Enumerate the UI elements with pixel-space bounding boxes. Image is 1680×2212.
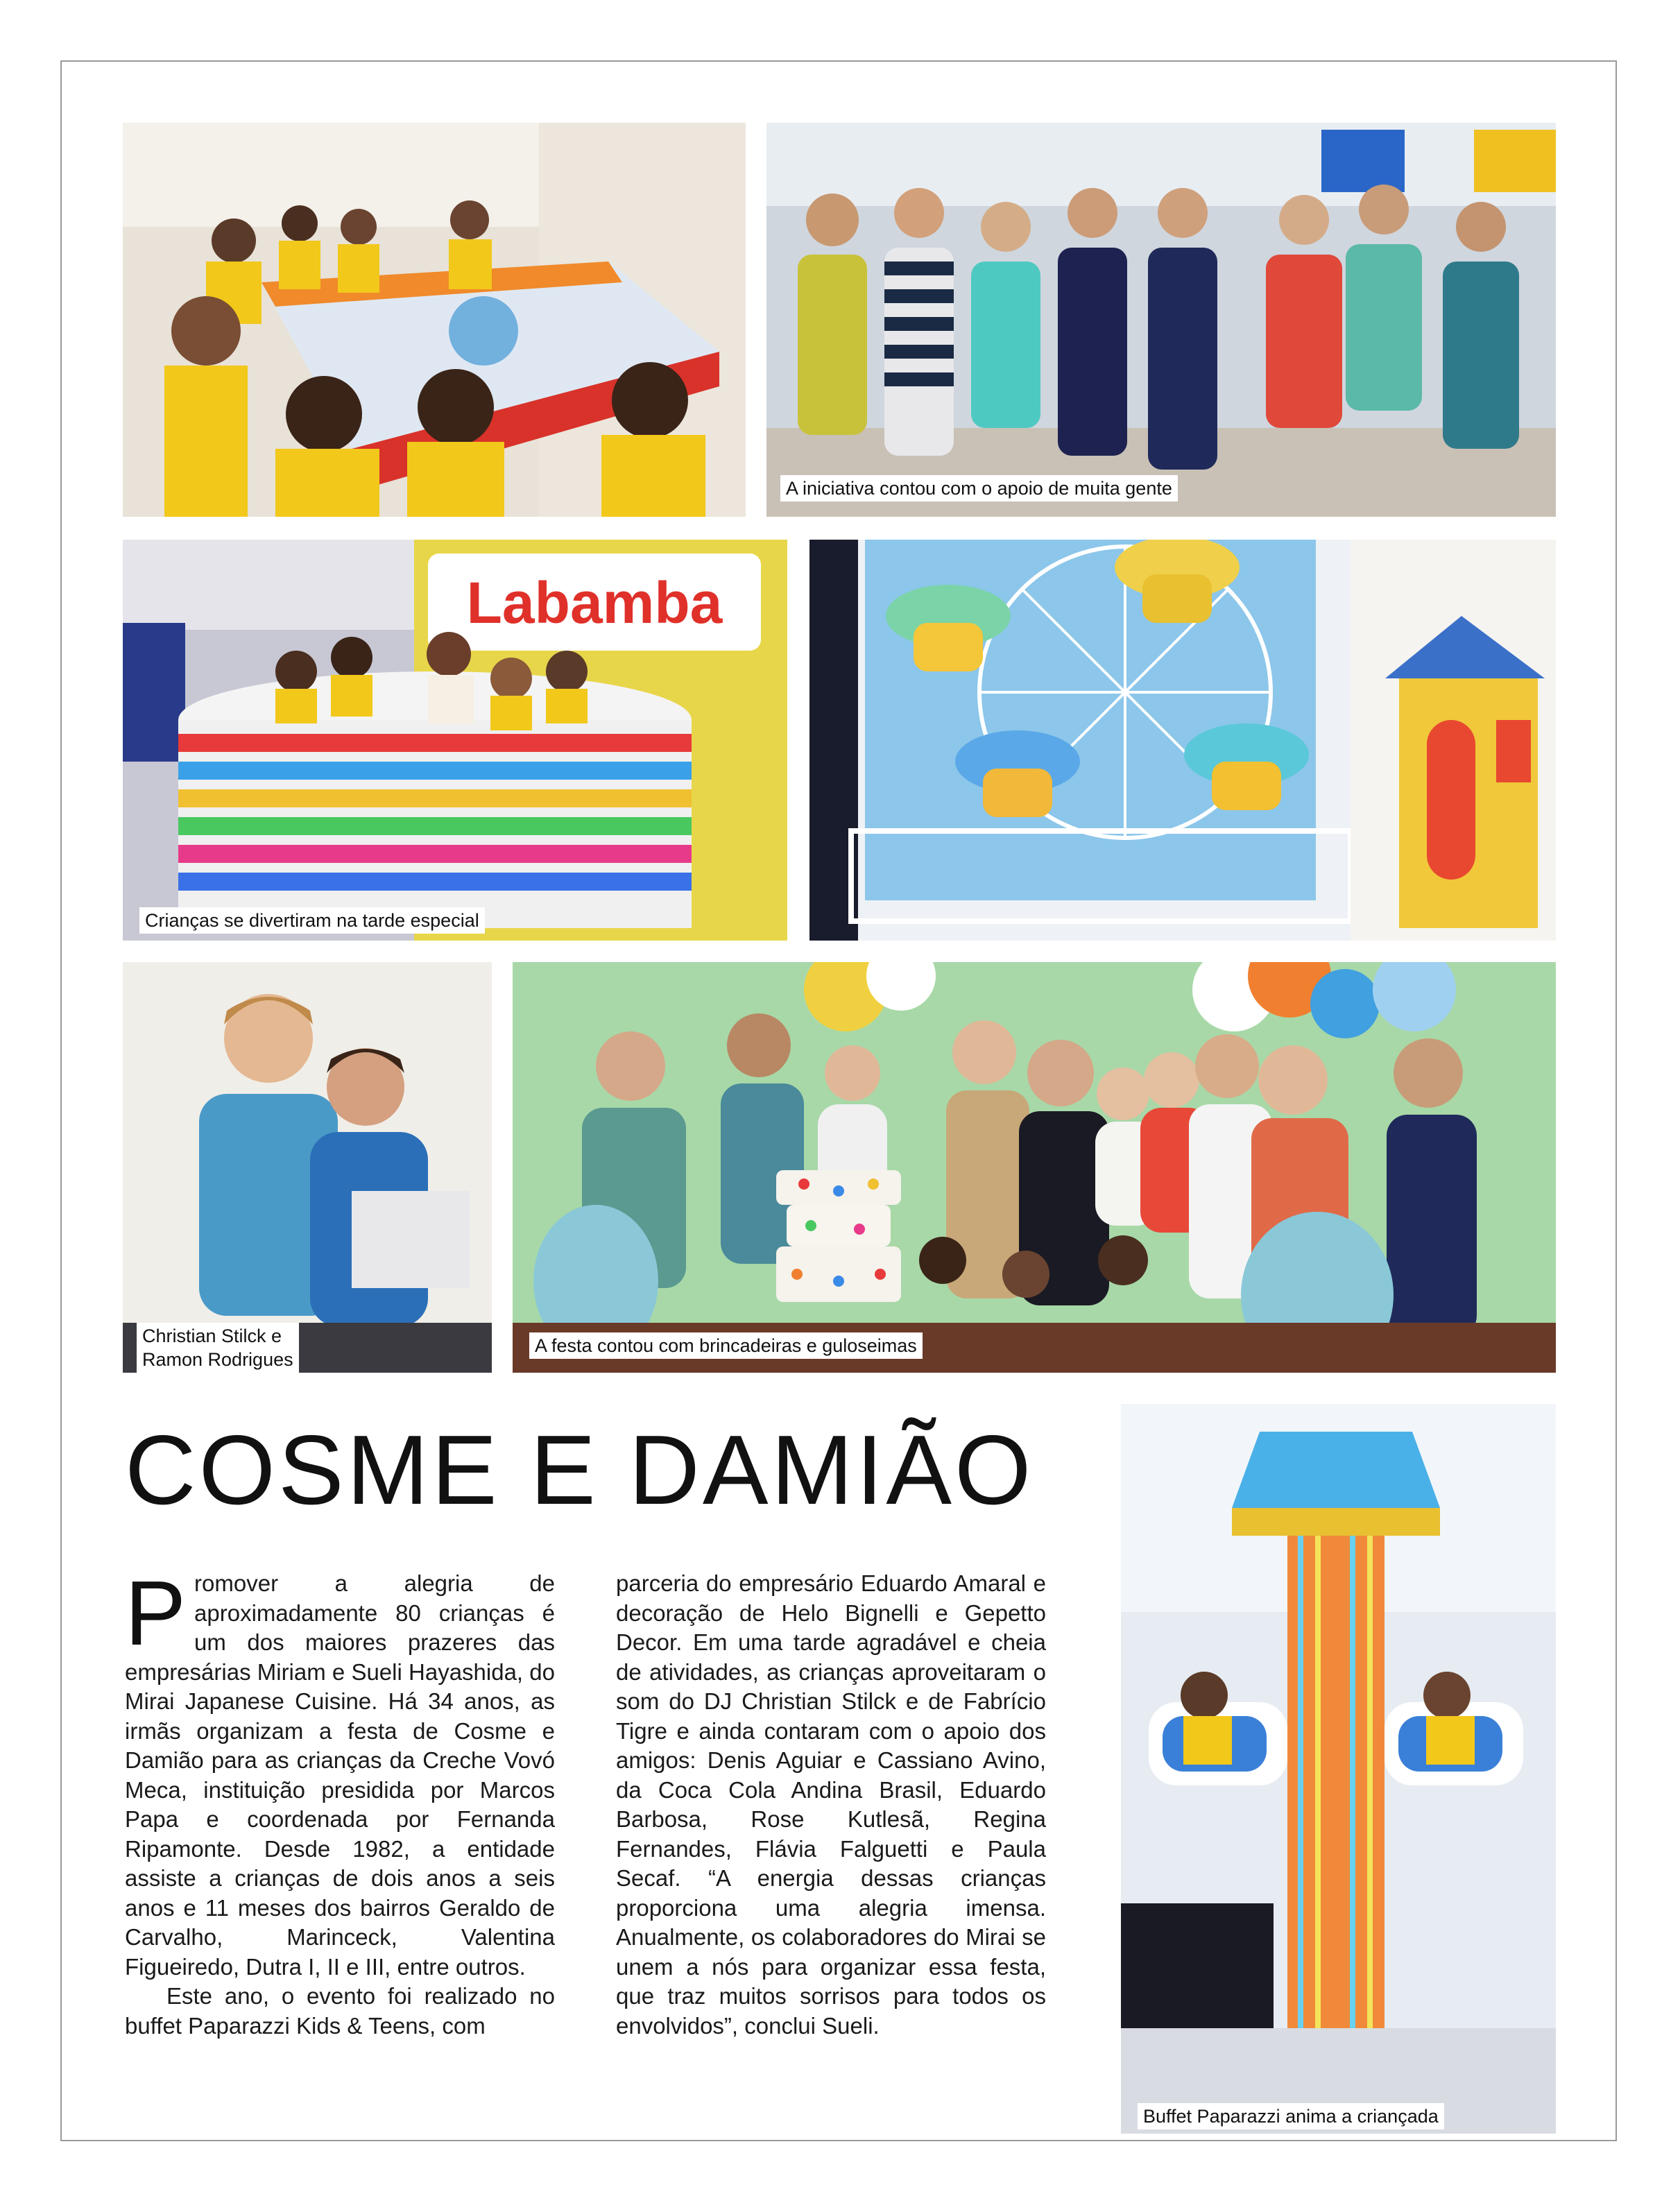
- caption-dj-line-1: Christian Stilck e: [142, 1326, 282, 1346]
- article-title: COSME E DAMIÃO: [125, 1415, 1034, 1525]
- photo-paparazzi-ride: [1121, 1404, 1556, 2134]
- article-paragraph-1: [125, 1562, 555, 1982]
- caption-group-women: A iniciativa contou com o apoio de muita gente: [780, 475, 1178, 501]
- caption-paparazzi: Buffet Paparazzi anima a criançada: [1138, 2103, 1444, 2129]
- caption-labamba: Crianças se divertiram na tarde especial: [139, 907, 485, 934]
- caption-cake: A festa contou com brincadeiras e guloseimas: [529, 1332, 923, 1359]
- article-paragraph-2: Este ano, o evento foi realizado no buffet Paparazzi Kids & Teens, com: [125, 1983, 555, 2039]
- photo-group-women: [766, 123, 1556, 517]
- caption-dj-line-2: Ramon Rodrigues: [142, 1349, 293, 1370]
- photo-labamba-ride: [123, 540, 787, 941]
- labamba-sign-text: Labamba: [466, 570, 723, 635]
- article-paragraph-3: parceria do empresário Eduardo Amaral e decoração de Helo Bignelli e Gepetto Decor. Em uma tarde agradável e cheia de atividades, as crianças aproveitaram o som do DJ Christian Stilck e de Fabrício Tigre e ainda contaram com o apoio dos amigos: Denis Aguiar e Cassiano Avino, da Coca Cola Andina Brasil, Eduardo Barbosa, Rose Kutlesã, Regina Fernandes, Flávia Falguetti e Paula Secaf. “A energia dessas crianças proporciona uma alegria imensa. Anualmente, os colaboradores do Mirai se unem a nós para organizar essa festa, que traz muitos sorrisos para todos os envolvidos”, conclui Sueli.: [616, 1570, 1046, 2039]
- caption-dj: [137, 1323, 299, 1373]
- article-column-1: [125, 1562, 555, 2041]
- article-paragraph-1-text: romover a alegria de aproximadamente 80 crianças é um dos maiores prazeres das empresárias Miriam e Sueli Hayashida, do Mirai Japanese Cuisine. Há 34 anos, as irmãs organizam a festa de Cosme e Damião para as crianças da Creche Vovó Meca, instituição presidida por Marcos Papa e coordenada por Fernanda Ripamonte. Desde 1982, a entidade assiste a crianças de dois anos a seis anos e 11 meses dos bairros Geraldo de Carvalho, Marinceck, Valentina Figueiredo, Dutra I, II e III, entre outros.: [125, 1570, 555, 1980]
- photo-cake-table: [513, 962, 1556, 1373]
- drop-cap: P: [125, 1562, 187, 1664]
- photo-kids-air-hockey: [123, 123, 746, 517]
- photo-ferris-wheel: [809, 540, 1556, 941]
- photo-dj: [123, 962, 492, 1373]
- article-column-2: [616, 1569, 1046, 2041]
